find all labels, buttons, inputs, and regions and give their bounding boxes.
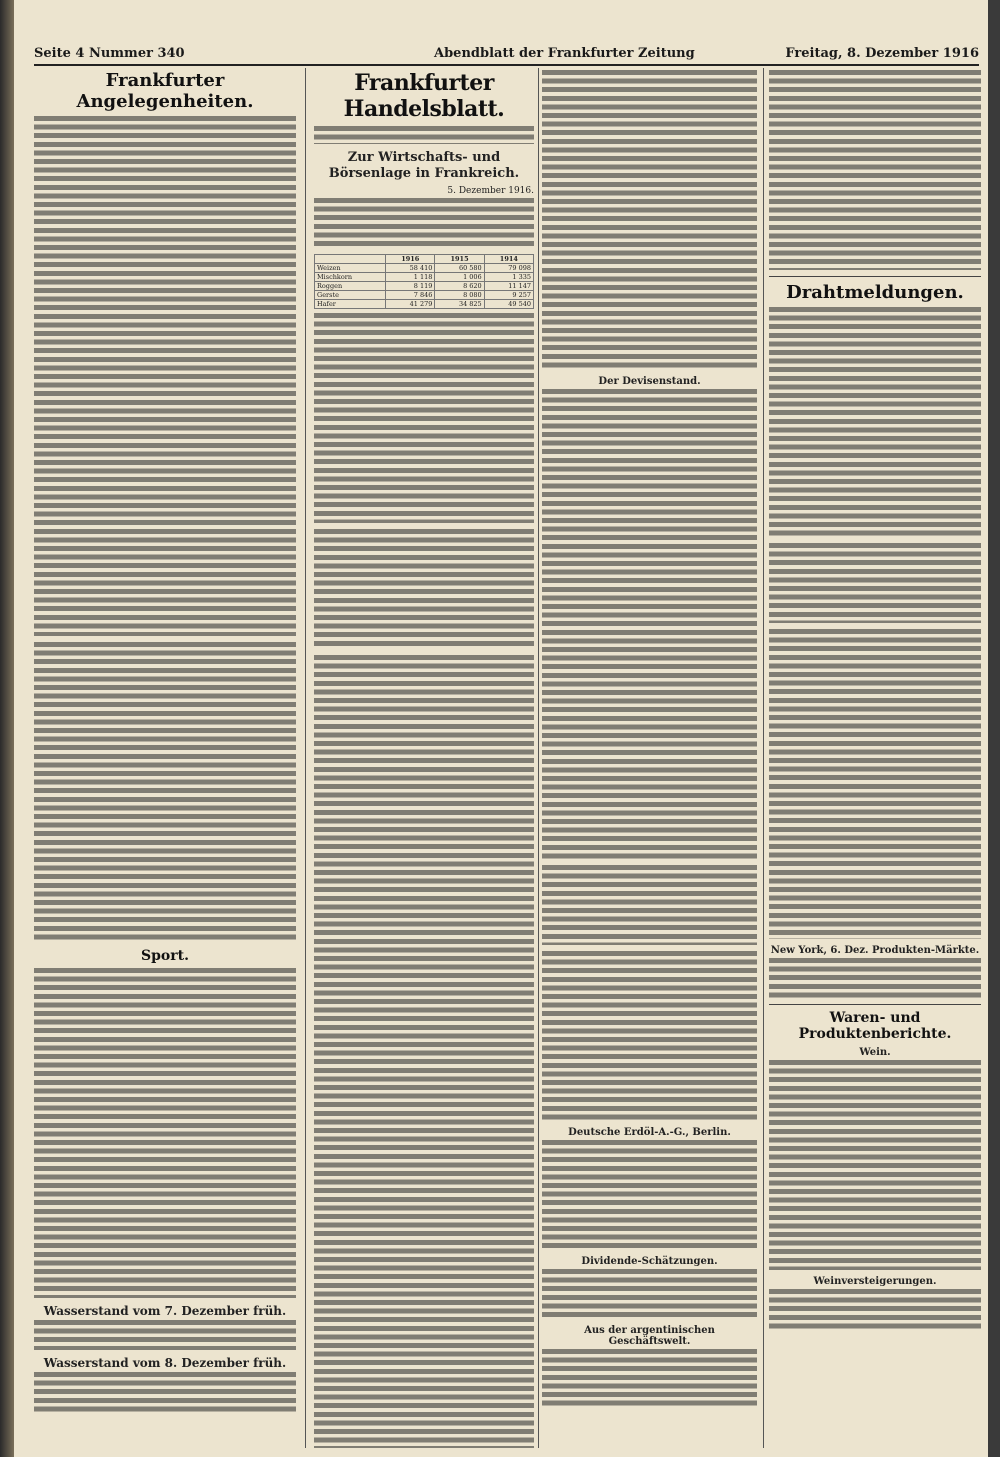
water-level-title: Wasserstand vom 7. Dezember früh. [43,1304,287,1318]
column-commerce [314,68,534,1448]
column-rule [305,68,306,1448]
column-rule [538,68,539,1448]
argentinien-headline: Aus der argentinischen Geschäftswelt. [584,1325,715,1347]
table-cell: 7 846 [386,291,435,300]
devisen-headline: Der Devisenstand. [598,376,701,387]
article-body [34,968,296,1298]
table-cell: 1 006 [435,273,484,282]
table-row [315,300,534,309]
section-title: Drahtmeldungen. [786,282,964,303]
table-cell: Roggen [315,282,386,291]
article-body [769,307,981,537]
water-level-table [34,1320,296,1350]
article-body [769,629,981,939]
harvest-table [314,254,534,309]
statistic-list [314,529,534,649]
article-body [769,1060,981,1270]
water-level-title: Wasserstand vom 8. Dezember früh. [43,1356,287,1370]
table-cell: Hafer [315,300,386,309]
table-row [315,273,534,282]
newspaper-page [14,0,988,1457]
article-body [542,389,757,859]
article-body [542,951,757,1121]
divider [769,1004,981,1005]
section-title: Frankfurter Angelegenheiten. [76,70,254,112]
binding-spine [0,0,14,1457]
column-markets [542,68,757,1448]
article-body [769,70,981,270]
table-cell: 60 580 [435,264,484,273]
table-cell: 49 540 [484,300,533,309]
table-header [315,255,386,264]
table-cell: Mischkorn [315,273,386,282]
exchange-rate-table [542,865,757,945]
weinversteigerungen-head: Weinversteigerungen. [813,1276,937,1287]
table-cell: 58 410 [386,264,435,273]
erdoel-headline: Deutsche Erdöl-A.-G., Berlin. [568,1127,731,1138]
article-body [314,313,534,523]
article-body [314,655,534,1448]
article-body [34,642,296,942]
article-headline: Zur Wirtschafts- und Börsenlage in Frankreich. [328,150,520,181]
column-local-news [34,68,296,1448]
table-cell: 41 279 [386,300,435,309]
article-body [542,1349,757,1409]
article-body [542,70,757,370]
table-header: 1914 [484,255,533,264]
table-header: 1915 [435,255,484,264]
column-rule [763,68,764,1448]
article-body [542,1140,757,1250]
dividende-headline: Dividende-Schätzungen. [581,1256,718,1267]
divider [769,276,981,277]
table-cell: 8 119 [386,282,435,291]
article-body [34,116,296,636]
table-cell: 34 825 [435,300,484,309]
wein-head: Wein. [859,1047,891,1058]
article-body [542,1269,757,1319]
table-cell: 79 098 [484,264,533,273]
page-header [34,42,979,66]
table-cell: Weizen [315,264,386,273]
table-cell: Gerste [315,291,386,300]
table-cell: 1 335 [484,273,533,282]
column-telegrams [769,68,981,1448]
table-cell: 1 118 [386,273,435,282]
article-dateline: 5. Dezember 1916. [447,186,534,196]
water-level-table [34,1372,296,1412]
table-cell: 9 257 [484,291,533,300]
page-number: Seite 4 Nummer 340 [34,46,185,61]
masthead: Abendblatt der Frankfurter Zeitung [434,46,695,61]
article-body [314,198,534,248]
table-row [315,291,534,300]
table-row [315,264,534,273]
table-header: 1916 [386,255,435,264]
section-title: Frankfurter Handelsblatt. [343,70,505,122]
table-row [315,282,534,291]
section-title: Waren- und Produktenberichte. [798,1010,952,1042]
table-cell: 8 620 [435,282,484,291]
exchange-table [769,543,981,623]
market-table [769,958,981,998]
newyork-market-head: New York, 6. Dez. Produkten-Märkte. [770,945,980,956]
issue-date: Freitag, 8. Dezember 1916 [785,46,979,61]
intro-note [314,126,534,144]
table-cell: 8 080 [435,291,484,300]
page-edge [988,0,1000,1457]
article-body [769,1289,981,1329]
sport-title: Sport. [141,948,189,964]
table-cell: 11 147 [484,282,533,291]
